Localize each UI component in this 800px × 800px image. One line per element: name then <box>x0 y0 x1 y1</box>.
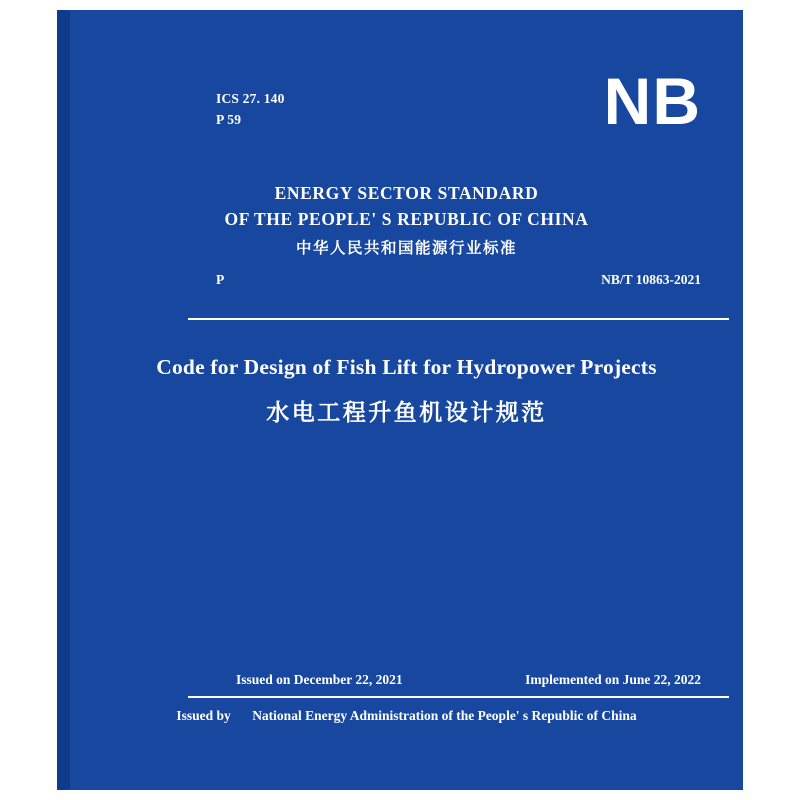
standard-number: NB/T 10863-2021 <box>601 272 701 287</box>
ics-classification-block <box>216 88 285 130</box>
issued-by-label: Issued by <box>176 708 231 723</box>
nb-logo: NB <box>603 64 701 138</box>
org-line-1: ENERGY SECTOR STANDARD <box>274 183 539 203</box>
ics-code: ICS 27. 140 <box>216 91 285 106</box>
divider-top <box>188 318 729 320</box>
standard-meta-row <box>216 272 701 288</box>
org-line-2: OF THE PEOPLE' S REPUBLIC OF CHINA <box>224 209 589 229</box>
classification-code: P 59 <box>216 112 242 127</box>
org-line-chinese: 中华人民共和国能源行业标准 <box>295 239 517 257</box>
title-english: Code for Design of Fish Lift for Hydropower Projects <box>156 355 657 379</box>
issued-date: Issued on December 22, 2021 <box>236 672 403 687</box>
title-chinese: 水电工程升鱼机设计规范 <box>266 400 547 426</box>
issued-by-row <box>70 708 743 724</box>
issued-by-organization: National Energy Administration of the People' s Republic of China <box>252 708 637 723</box>
cover-content <box>70 10 743 790</box>
standard-cover <box>57 10 743 790</box>
dates-row <box>188 672 729 688</box>
cover-spine-stripe <box>57 10 70 790</box>
implemented-date: Implemented on June 22, 2022 <box>525 672 701 687</box>
issuing-organization-block <box>70 180 743 262</box>
title-block <box>70 352 743 430</box>
category-letter: P <box>216 272 225 287</box>
divider-bottom <box>188 696 729 698</box>
